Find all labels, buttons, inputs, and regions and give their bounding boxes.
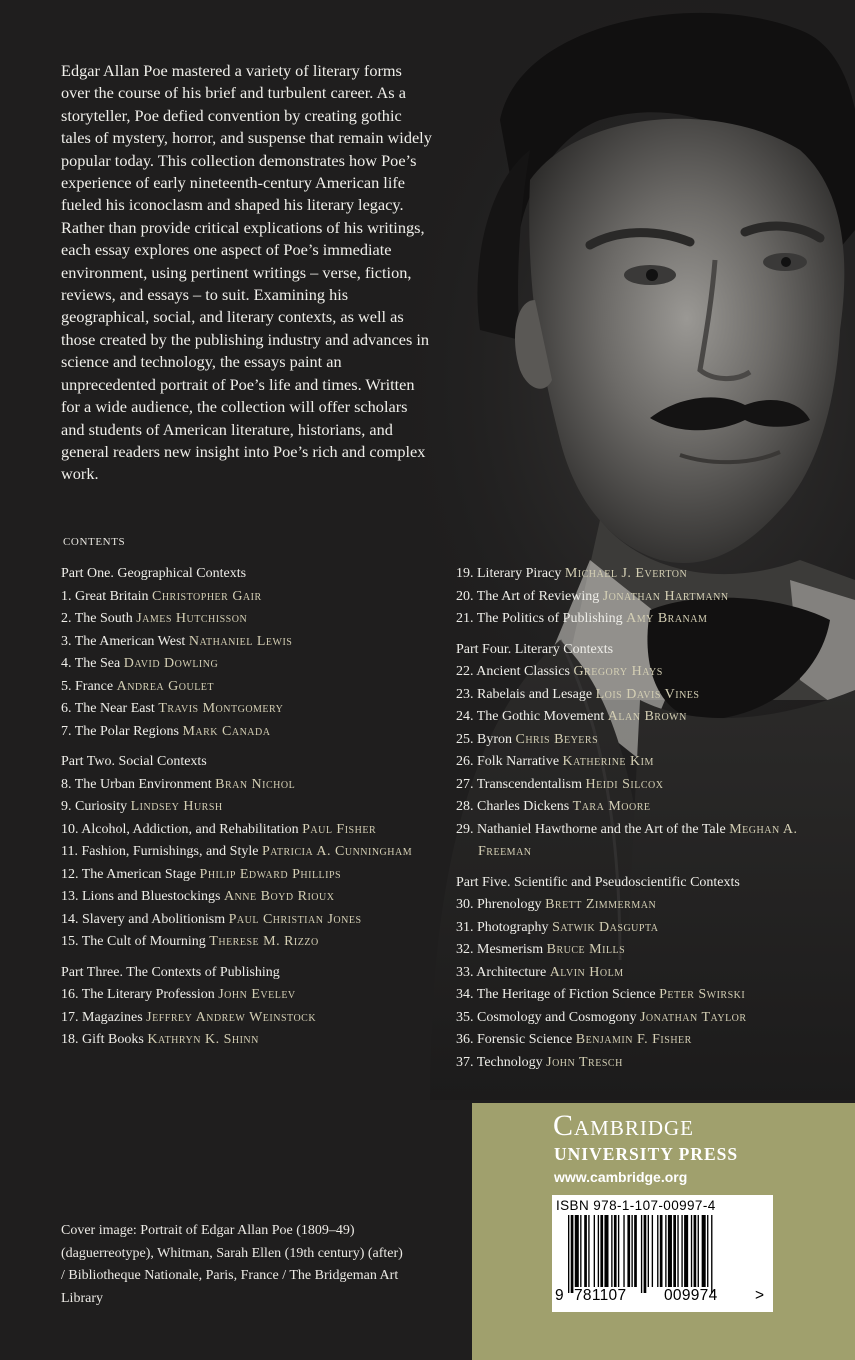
- chapter-entry: [61, 721, 461, 744]
- publisher-url: www.cambridge.org: [554, 1169, 688, 1185]
- barcode-bar: [614, 1215, 617, 1287]
- chapter-entry: [61, 864, 461, 887]
- chapter-entry: [456, 729, 855, 752]
- contents-column-right: [456, 563, 855, 1074]
- chapter-title: 18. Gift Books: [61, 1032, 144, 1047]
- chapter-title: 36. Forensic Science: [456, 1032, 573, 1047]
- part-title: Part Five. Scientific and Pseudoscientific Contexts: [456, 874, 740, 890]
- chapter-entry: [61, 676, 461, 699]
- barcode-bar: [673, 1215, 676, 1287]
- chapter-entry: [456, 1052, 855, 1075]
- chapter-entry: [61, 586, 461, 609]
- barcode-bar: [623, 1215, 624, 1287]
- chapter-author: Alan Brown: [607, 709, 687, 724]
- chapter-author: Peter Swirski: [659, 987, 746, 1002]
- publisher-logo-name: Cambridge: [553, 1109, 695, 1142]
- barcode-bar: [618, 1215, 619, 1287]
- chapter-entry: [456, 1029, 855, 1052]
- chapter-author: Patricia A. Cunningham: [261, 844, 413, 859]
- chapter-entry: [456, 894, 855, 917]
- chapter-author: Christopher Gair: [151, 588, 262, 604]
- chapter-title: 5. France: [61, 678, 114, 694]
- chapter-author: Paul Fisher: [302, 821, 377, 837]
- barcode-bar: [571, 1215, 574, 1293]
- chapter-title: 28. Charles Dickens: [456, 799, 570, 814]
- chapter-entry: [61, 909, 461, 932]
- chapter-entry: [456, 917, 855, 940]
- barcode-bar: [657, 1215, 658, 1287]
- chapter-author: Philip Edward Phillips: [199, 866, 342, 882]
- chapter-author: Katherine Kim: [562, 754, 654, 769]
- chapter-author: Chris Beyers: [515, 731, 599, 747]
- part-title: Part One. Geographical Contexts: [61, 566, 247, 581]
- chapter-entry: [61, 796, 461, 819]
- chapter-author: James Hutchisson: [136, 611, 248, 626]
- chapter-title: 24. The Gothic Movement: [456, 709, 605, 724]
- barcode-bar: [691, 1215, 692, 1287]
- chapter-title: 29. Nathaniel Hawthorne and the Art of the Tale: [456, 821, 726, 837]
- barcode-bar: [644, 1215, 647, 1293]
- chapter-author: Heidi Silcox: [585, 776, 664, 792]
- barcode-bar: [698, 1215, 699, 1287]
- chapter-title: 11. Fashion, Furnishings, and Style: [61, 844, 259, 859]
- chapter-title: 16. The Literary Profession: [61, 987, 215, 1002]
- barcode-bar: [711, 1215, 712, 1293]
- chapter-author: Paul Christian Jones: [228, 911, 362, 927]
- chapter-entry: [61, 984, 461, 1007]
- barcode-bar: [668, 1215, 672, 1287]
- barcode-bar: [677, 1215, 678, 1287]
- chapter-title: 10. Alcohol, Addiction, and Rehabilitation: [61, 821, 299, 837]
- chapter-title: 23. Rabelais and Lesage: [456, 686, 593, 702]
- barcode-bar: [684, 1215, 688, 1287]
- barcode-bar: [594, 1215, 595, 1287]
- chapter-title: 37. Technology: [456, 1054, 543, 1070]
- barcode-bars: [552, 1215, 773, 1295]
- chapter-author: Meghan A. Freeman: [478, 821, 798, 859]
- chapter-title: 33. Architecture: [456, 964, 547, 980]
- barcode-bar: [641, 1215, 642, 1293]
- barcode-bar: [648, 1215, 649, 1287]
- chapter-title: 15. The Cult of Mourning: [61, 934, 206, 949]
- barcode-bar: [600, 1215, 603, 1287]
- publisher-panel: [472, 1103, 855, 1360]
- chapter-entry: [456, 774, 855, 797]
- chapter-author: Jonathan Hartmann: [602, 588, 729, 604]
- cover-image-credit: Cover image: Portrait of Edgar Allan Poe (1809–49) (daguerreotype), Whitman, Sarah Ellen (19th century) (after) / Bibliotheque Nationale, Paris, France / The Bridgeman Art Library: [61, 1223, 403, 1306]
- chapter-author: Tara Moore: [572, 799, 651, 814]
- chapter-title: 26. Folk Narrative: [456, 754, 560, 769]
- barcode-bar: [588, 1215, 589, 1287]
- contents-column-left: [61, 563, 461, 1052]
- barcode-bar: [694, 1215, 697, 1287]
- chapter-title: 3. The American West: [61, 633, 186, 649]
- barcode-bar: [702, 1215, 706, 1287]
- chapter-title: 25. Byron: [456, 731, 512, 747]
- barcode-bar: [652, 1215, 653, 1287]
- barcode-bar: [681, 1215, 682, 1287]
- chapter-title: 12. The American Stage: [61, 866, 197, 882]
- chapter-author: Kathryn K. Shinn: [147, 1032, 259, 1047]
- chapter-author: Lindsey Hursh: [130, 799, 223, 814]
- chapter-title: 34. The Heritage of Fiction Science: [456, 987, 656, 1002]
- chapter-author: Benjamin F. Fisher: [575, 1032, 692, 1047]
- barcode-bar: [580, 1215, 581, 1287]
- chapter-author: Travis Montgomery: [158, 701, 284, 716]
- chapter-author: David Dowling: [123, 656, 219, 671]
- barcode-digit-group-right: 009974: [664, 1287, 718, 1304]
- chapter-title: 17. Magazines: [61, 1009, 143, 1025]
- chapter-author: Amy Branam: [626, 611, 708, 626]
- chapter-entry: [456, 586, 855, 609]
- chapter-entry: [61, 1007, 461, 1030]
- chapter-title: 20. The Art of Reviewing: [456, 588, 600, 604]
- barcode-bar: [634, 1215, 637, 1287]
- chapter-title: 6. The Near East: [61, 701, 155, 716]
- chapter-entry: [456, 1007, 855, 1030]
- chapter-title: 7. The Polar Regions: [61, 723, 179, 739]
- chapter-title: 19. Literary Piracy: [456, 566, 562, 581]
- chapter-entry: [456, 962, 855, 985]
- chapter-entry: [61, 774, 461, 797]
- chapter-title: 21. The Politics of Publishing: [456, 611, 623, 626]
- isbn-number: ISBN 978-1-107-00997-4: [556, 1198, 716, 1213]
- chapter-author: Gregory Hays: [573, 664, 663, 679]
- barcode-arrow: >: [755, 1287, 765, 1304]
- barcode-bar: [660, 1215, 663, 1287]
- book-description: Edgar Allan Poe mastered a variety of literary forms over the course of his brief and turbulent career. As a storyteller, Poe defied convention by creating gothic tales of mystery, horror, and suspense that remain widely popular today. This collection demonstrates how Poe’s experience of early nineteenth-century American life fueled his iconoclasm and shaped his literary legacy. Rather than provide critical explications of his writings, each essay explores one aspect of Poe’s immediate environment, using pertinent writings – verse, fiction, reviews, and essays – to suit. Examining his geographical, social, and literary contexts, as well as those created by the publishing industry and advances in science and technology, the essays paint an unprecedented portrait of Poe’s life and times. Written for a wide audience, the collection will offer scholars and students of American literature, historians, and general readers new insight into Poe’s rich and complex work.: [61, 61, 432, 484]
- barcode-bar: [575, 1215, 579, 1287]
- chapter-author: Brett Zimmerman: [545, 897, 657, 912]
- chapter-author: Andrea Goulet: [116, 678, 215, 694]
- chapter-author: Michael J. Everton: [564, 566, 688, 581]
- chapter-title: 30. Phrenology: [456, 897, 542, 912]
- chapter-entry: [456, 608, 855, 631]
- chapter-entry: [456, 984, 855, 1007]
- chapter-entry: [61, 819, 461, 842]
- chapter-author: John Evelev: [218, 987, 296, 1002]
- chapter-title: 31. Photography: [456, 919, 549, 935]
- chapter-entry: [456, 563, 855, 586]
- chapter-title: 22. Ancient Classics: [456, 664, 570, 679]
- chapter-author: Lois Davis Vines: [595, 686, 700, 702]
- chapter-author: John Tresch: [546, 1054, 623, 1070]
- chapter-title: 9. Curiosity: [61, 799, 128, 814]
- chapter-entry: [456, 661, 855, 684]
- chapter-entry: [61, 608, 461, 631]
- part-title: Part Two. Social Contexts: [61, 754, 207, 769]
- chapter-author: Bruce Mills: [546, 942, 626, 957]
- chapter-author: Bran Nichol: [215, 776, 296, 792]
- chapter-entry: [61, 1029, 461, 1052]
- chapter-entry: [456, 796, 855, 819]
- barcode-bar: [598, 1215, 599, 1287]
- chapter-author: Satwik Dasgupta: [552, 919, 659, 935]
- chapter-author: Jonathan Taylor: [639, 1009, 747, 1025]
- barcode-bar: [627, 1215, 630, 1287]
- publisher-logo-subtitle: UNIVERSITY PRESS: [554, 1144, 739, 1164]
- chapter-entry: [61, 931, 461, 954]
- isbn-barcode: [552, 1195, 773, 1312]
- chapter-author: Anne Boyd Rioux: [223, 889, 335, 904]
- chapter-title: 1. Great Britain: [61, 588, 149, 604]
- contents-heading: CONTENTS: [63, 536, 126, 548]
- chapter-title: 13. Lions and Bluestockings: [61, 889, 221, 904]
- barcode-bar: [584, 1215, 587, 1287]
- chapter-author: Alvin Holm: [549, 964, 624, 980]
- chapter-title: 2. The South: [61, 611, 133, 626]
- barcode-lead-digit: 9: [555, 1287, 564, 1304]
- chapter-entry: [61, 886, 461, 909]
- barcode-bar: [611, 1215, 612, 1287]
- barcode-bar: [665, 1215, 666, 1287]
- chapter-entry: [61, 653, 461, 676]
- chapter-title: 8. The Urban Environment: [61, 776, 212, 792]
- chapter-entry: [456, 751, 855, 774]
- chapter-title: 32. Mesmerism: [456, 942, 544, 957]
- chapter-entry: [456, 939, 855, 962]
- barcode-bar: [707, 1215, 708, 1287]
- chapter-entry: [456, 684, 855, 707]
- barcode-bar: [604, 1215, 608, 1287]
- chapter-author: Therese M. Rizzo: [209, 934, 319, 949]
- chapter-title: 14. Slavery and Abolitionism: [61, 911, 226, 927]
- barcode-digit-group-left: 781107: [574, 1287, 627, 1304]
- barcode-bar: [631, 1215, 632, 1287]
- chapter-author: Nathaniel Lewis: [188, 633, 293, 649]
- chapter-entry: [456, 706, 855, 729]
- chapter-author: Jeffrey Andrew Weinstock: [146, 1009, 317, 1025]
- chapter-title: 35. Cosmology and Cosmogony: [456, 1009, 637, 1025]
- chapter-entry: [61, 698, 461, 721]
- barcode-bar: [568, 1215, 569, 1293]
- chapter-entry: [61, 841, 413, 864]
- chapter-entry: [61, 631, 461, 654]
- chapter-title: 4. The Sea: [61, 656, 121, 671]
- part-title: Part Four. Literary Contexts: [456, 641, 614, 657]
- part-title: Part Three. The Contexts of Publishing: [61, 964, 280, 980]
- chapter-entry: [456, 819, 848, 864]
- chapter-author: Mark Canada: [182, 723, 271, 739]
- chapter-title: 27. Transcendentalism: [456, 776, 582, 792]
